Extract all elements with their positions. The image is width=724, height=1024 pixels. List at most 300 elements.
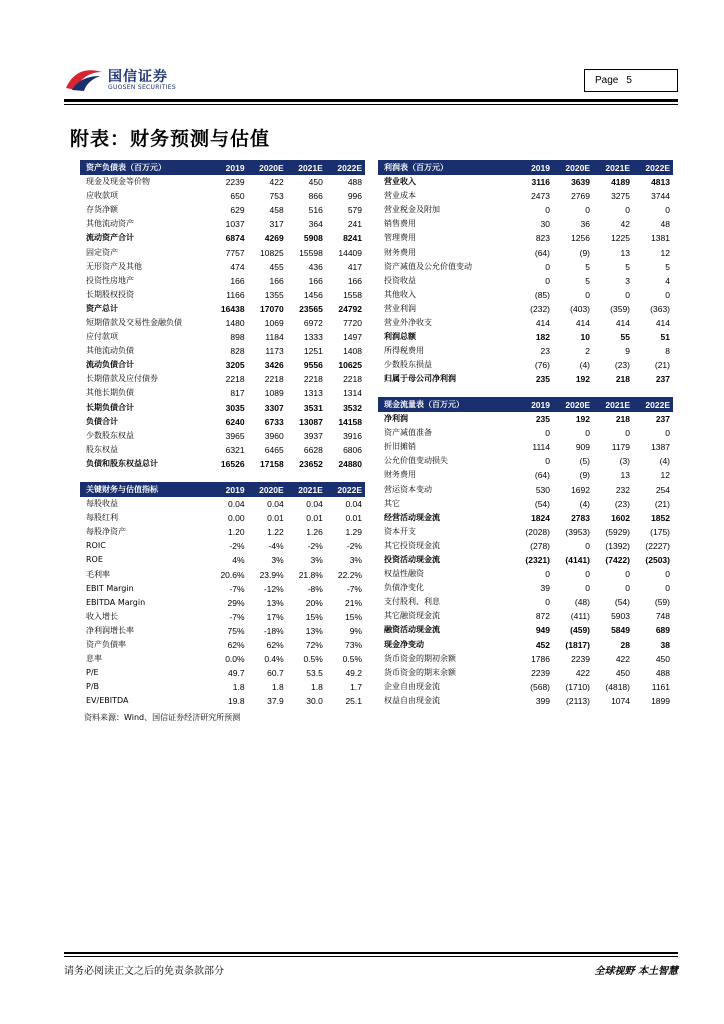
table-row xyxy=(378,511,673,525)
row-label: 营业外净收支 xyxy=(384,317,432,327)
cash-flow-table xyxy=(378,397,673,708)
row-label: 管理费用 xyxy=(384,233,416,243)
row-value: 1333 xyxy=(303,332,323,343)
row-value: (568) xyxy=(530,681,550,692)
row-value: (59) xyxy=(654,597,670,608)
row-label: 其他长期负债 xyxy=(86,388,134,398)
table-row xyxy=(378,694,673,708)
row-value: (3953) xyxy=(565,526,590,537)
row-value: 182 xyxy=(535,332,550,343)
row-value: 1256 xyxy=(571,233,590,244)
row-value: 5849 xyxy=(611,625,630,636)
row-label: 长期借款及应付债券 xyxy=(86,374,158,384)
row-value: 422 xyxy=(575,667,590,678)
row-label: 股东权益 xyxy=(86,444,118,454)
row-label: 营业成本 xyxy=(384,191,416,201)
row-value: 6733 xyxy=(264,416,284,427)
row-value: (2227) xyxy=(645,540,670,551)
row-value: (175) xyxy=(650,526,670,537)
row-value: 898 xyxy=(230,332,245,343)
row-value: 3116 xyxy=(531,177,550,188)
row-label: 资产总计 xyxy=(86,303,118,313)
row-value: (85) xyxy=(534,289,550,300)
row-value: 0 xyxy=(585,583,590,594)
row-value: 23652 xyxy=(299,458,323,469)
table-row xyxy=(378,468,673,482)
row-value: 16438 xyxy=(220,303,245,314)
row-value: 23.9% xyxy=(259,569,284,580)
table-row xyxy=(80,330,365,344)
table-row xyxy=(80,344,365,358)
row-value: 0 xyxy=(545,456,550,467)
row-value: 0.04 xyxy=(306,499,323,510)
row-value: 2769 xyxy=(571,191,590,202)
row-value: 6806 xyxy=(343,444,362,455)
row-value: 1166 xyxy=(226,289,245,300)
table-row xyxy=(80,694,365,708)
row-value: 450 xyxy=(308,177,323,188)
table-row xyxy=(378,316,673,330)
row-value: (403) xyxy=(570,303,590,314)
row-label: 长期股权投资 xyxy=(86,289,134,299)
row-value: 166 xyxy=(308,275,323,286)
year-header: 2021E xyxy=(593,397,633,412)
table-row xyxy=(80,539,365,553)
row-value: 436 xyxy=(308,261,323,272)
table-row xyxy=(80,358,365,372)
row-value: 949 xyxy=(535,625,550,636)
row-label: P/B xyxy=(86,682,100,692)
row-label: 折旧摊销 xyxy=(384,442,416,452)
row-value: -2% xyxy=(307,541,323,552)
row-value: 414 xyxy=(615,317,630,328)
row-value: 6874 xyxy=(225,233,245,244)
page-title: 附表：财务预测与估值 xyxy=(70,128,271,150)
row-value: 1.26 xyxy=(306,527,323,538)
row-value: 14409 xyxy=(338,247,362,258)
row-value: (21) xyxy=(654,360,670,371)
row-value: 629 xyxy=(230,205,245,216)
row-value: 1408 xyxy=(343,346,362,357)
row-value: 3275 xyxy=(611,191,630,202)
row-value: 6972 xyxy=(303,317,323,328)
table-row xyxy=(80,203,365,217)
footer-divider xyxy=(64,952,678,954)
row-value: 450 xyxy=(655,653,670,664)
row-label: 资产负债率 xyxy=(86,639,126,649)
row-value: 1251 xyxy=(303,346,323,357)
row-label: 每股收益 xyxy=(86,499,118,509)
row-value: 192 xyxy=(575,414,590,425)
row-value: (54) xyxy=(534,498,550,509)
row-label: 应收款项 xyxy=(86,191,118,201)
row-value: 48 xyxy=(660,219,670,230)
row-value: 828 xyxy=(230,346,245,357)
row-value: 72% xyxy=(305,639,323,650)
table-row xyxy=(378,426,673,440)
row-value: 6240 xyxy=(225,416,245,427)
table-row xyxy=(80,175,365,189)
row-value: 1.8 xyxy=(232,682,245,693)
table-row xyxy=(378,231,673,245)
row-value: 0 xyxy=(625,569,630,580)
table-row xyxy=(378,344,673,358)
row-value: 4 xyxy=(665,275,670,286)
row-value: 0 xyxy=(585,428,590,439)
row-value: 4% xyxy=(232,555,245,566)
row-value: 14158 xyxy=(338,416,362,427)
row-value: 6321 xyxy=(225,444,245,455)
row-value: 0 xyxy=(585,540,590,551)
footer-disclaimer: 请务必阅读正文之后的免责条款部分 xyxy=(64,966,224,977)
row-value: 0.01 xyxy=(306,513,323,524)
row-label: 负债合计 xyxy=(86,416,118,426)
row-value: 1602 xyxy=(611,512,630,523)
row-value: 29% xyxy=(227,597,245,608)
row-value: 13 xyxy=(620,247,630,258)
row-value: 237 xyxy=(655,374,670,385)
row-value: 450 xyxy=(615,667,630,678)
row-label: 存货净额 xyxy=(86,205,118,215)
row-label: 其它 xyxy=(384,498,400,508)
row-value: 5903 xyxy=(611,611,630,622)
row-value: 3 xyxy=(625,275,630,286)
table-row xyxy=(378,302,673,316)
row-value: 417 xyxy=(347,261,362,272)
row-value: 0.00 xyxy=(228,513,245,524)
row-value: (2321) xyxy=(525,554,550,565)
row-value: 1.7 xyxy=(350,682,362,693)
row-value: 4189 xyxy=(611,177,630,188)
row-label: 长期负债合计 xyxy=(86,402,134,412)
row-value: (64) xyxy=(534,247,550,258)
row-value: 20% xyxy=(305,597,323,608)
row-value: 13 xyxy=(620,470,630,481)
row-value: 516 xyxy=(308,205,323,216)
row-value: 872 xyxy=(535,611,550,622)
table-row xyxy=(80,245,365,259)
row-label: 现金及现金等价物 xyxy=(86,177,150,187)
row-label: 其它融资现金流 xyxy=(384,611,440,621)
row-label: 融资活动现金流 xyxy=(384,625,440,635)
row-value: 1313 xyxy=(303,388,323,399)
row-value: (1710) xyxy=(565,681,590,692)
row-value: 3307 xyxy=(264,402,284,413)
row-label: 毛利率 xyxy=(86,569,110,579)
row-value: 8 xyxy=(665,346,670,357)
row-value: 452 xyxy=(535,639,550,650)
row-value: 364 xyxy=(308,219,323,230)
row-value: 13% xyxy=(305,625,323,636)
row-label: 负债和股东权益总计 xyxy=(86,458,158,468)
row-label: 投资性房地产 xyxy=(86,275,134,285)
row-value: 399 xyxy=(535,695,550,706)
row-value: 235 xyxy=(535,414,550,425)
row-value: 8241 xyxy=(343,233,362,244)
row-label: 流动负债合计 xyxy=(86,360,134,370)
row-value: 241 xyxy=(347,219,362,230)
row-value: 2239 xyxy=(225,177,245,188)
row-value: 232 xyxy=(615,484,630,495)
year-header: 2020E xyxy=(553,160,593,175)
row-label: 现金净变动 xyxy=(384,639,424,649)
row-value: (5) xyxy=(579,456,590,467)
row-value: 5 xyxy=(625,261,630,272)
table-row xyxy=(378,553,673,567)
row-value: 748 xyxy=(655,611,670,622)
year-header: 2022E xyxy=(633,397,673,412)
row-label: 财务费用 xyxy=(384,470,416,480)
row-value: 996 xyxy=(347,191,362,202)
row-value: 0 xyxy=(665,205,670,216)
table-row xyxy=(80,525,365,539)
row-value: 1692 xyxy=(571,484,590,495)
row-value: 192 xyxy=(575,374,590,385)
year-header: 2019 xyxy=(208,482,247,497)
row-label: 应付款项 xyxy=(86,332,118,342)
table-row xyxy=(378,497,673,511)
row-value: 2218 xyxy=(264,374,284,385)
row-value: 1114 xyxy=(532,442,550,453)
row-value: 19.8 xyxy=(228,696,245,707)
company-logo xyxy=(64,64,204,94)
row-value: 5908 xyxy=(303,233,323,244)
row-value: 0.04 xyxy=(267,499,284,510)
row-value: (54) xyxy=(614,597,630,608)
row-value: 0 xyxy=(545,275,550,286)
balance-sheet-table xyxy=(80,160,365,471)
table-title: 关键财务与估值指标 xyxy=(80,482,208,497)
row-label: EBIT Margin xyxy=(86,583,134,593)
table-row xyxy=(378,372,673,386)
row-value: 24880 xyxy=(338,458,362,469)
table-row xyxy=(80,638,365,652)
row-value: 414 xyxy=(655,317,670,328)
row-value: 0 xyxy=(625,205,630,216)
row-value: -7% xyxy=(229,611,245,622)
row-value: 166 xyxy=(230,275,245,286)
row-value: 0 xyxy=(545,569,550,580)
row-value: 235 xyxy=(535,374,550,385)
row-value: 4269 xyxy=(264,233,284,244)
row-value: 2218 xyxy=(303,374,323,385)
row-label: 财务费用 xyxy=(384,247,416,257)
row-value: 21% xyxy=(344,597,362,608)
row-value: 1824 xyxy=(531,512,550,523)
row-value: 3% xyxy=(271,555,284,566)
row-value: 1852 xyxy=(651,512,670,523)
table-row xyxy=(378,217,673,231)
row-value: 10625 xyxy=(338,360,362,371)
row-value: 0 xyxy=(625,428,630,439)
table-row xyxy=(80,666,365,680)
row-value: (7422) xyxy=(605,554,630,565)
row-value: 166 xyxy=(269,275,284,286)
row-value: 3960 xyxy=(264,430,284,441)
row-label: 支付股利、利息 xyxy=(384,597,440,607)
row-value: 6628 xyxy=(303,444,323,455)
year-header: 2019 xyxy=(513,160,553,175)
row-value: 1179 xyxy=(611,442,630,453)
table-row xyxy=(80,567,365,581)
table-row xyxy=(378,567,673,581)
table-row xyxy=(378,203,673,217)
row-value: 0.5% xyxy=(342,654,362,665)
row-label: 货币资金的期末余额 xyxy=(384,667,456,677)
table-row xyxy=(378,581,673,595)
row-value: 2239 xyxy=(571,653,590,664)
year-header: 2021E xyxy=(287,160,326,175)
year-header: 2022E xyxy=(326,482,365,497)
row-value: 218 xyxy=(615,374,630,385)
row-label: 流动资产合计 xyxy=(86,233,134,243)
row-value: 2783 xyxy=(571,512,590,523)
row-value: (359) xyxy=(610,303,630,314)
row-value: 17158 xyxy=(260,458,284,469)
row-value: 3965 xyxy=(225,430,245,441)
row-value: -4% xyxy=(268,541,284,552)
row-value: 1786 xyxy=(531,653,550,664)
row-value: 13087 xyxy=(299,416,323,427)
row-value: 49.7 xyxy=(228,668,245,679)
row-value: 0 xyxy=(545,597,550,608)
table-row xyxy=(378,609,673,623)
row-value: 530 xyxy=(535,484,550,495)
row-value: 4813 xyxy=(651,177,670,188)
table-row xyxy=(80,260,365,274)
row-label: 净利润 xyxy=(384,414,408,424)
row-value: 2239 xyxy=(531,667,550,678)
row-value: 3532 xyxy=(343,402,362,413)
table-row xyxy=(80,443,365,457)
table-header-row xyxy=(378,397,673,412)
table-row xyxy=(378,260,673,274)
row-value: 1.22 xyxy=(267,527,284,538)
row-label: 少数股东权益 xyxy=(86,430,134,440)
row-value: 17070 xyxy=(260,303,284,314)
footer-slogan: 全球视野 本土智慧 xyxy=(594,966,678,977)
table-row xyxy=(378,288,673,302)
row-value: 1480 xyxy=(225,317,245,328)
row-value: (9) xyxy=(579,247,590,258)
row-value: 9% xyxy=(349,625,362,636)
year-header: 2019 xyxy=(208,160,247,175)
table-row xyxy=(378,440,673,454)
row-value: 60.7 xyxy=(267,668,284,679)
row-value: 3205 xyxy=(225,360,245,371)
year-header: 2020E xyxy=(248,160,287,175)
row-value: 62% xyxy=(266,639,284,650)
table-row xyxy=(80,316,365,330)
table-row xyxy=(378,412,673,426)
row-value: (48) xyxy=(574,597,590,608)
row-value: 817 xyxy=(230,388,245,399)
row-value: 0 xyxy=(665,583,670,594)
row-value: 36 xyxy=(580,219,590,230)
row-value: 9556 xyxy=(303,360,323,371)
row-label: 企业自由现金流 xyxy=(384,681,440,691)
row-label: 归属于母公司净利润 xyxy=(384,374,456,384)
row-value: (278) xyxy=(530,540,550,551)
logo-chinese-name: 国信证券 xyxy=(108,69,168,85)
row-value: (4) xyxy=(659,456,670,467)
row-value: 1037 xyxy=(225,219,245,230)
table-row xyxy=(378,525,673,539)
row-value: 488 xyxy=(655,667,670,678)
row-value: 51 xyxy=(660,332,670,343)
row-label: 每股净资产 xyxy=(86,527,126,537)
row-label: 收入增长 xyxy=(86,611,118,621)
row-value: 2218 xyxy=(225,374,245,385)
row-label: 营业利润 xyxy=(384,303,416,313)
row-label: 销售费用 xyxy=(384,219,416,229)
row-value: 3639 xyxy=(571,177,590,188)
row-value: (4) xyxy=(579,498,590,509)
row-value: 0 xyxy=(625,289,630,300)
row-value: 414 xyxy=(535,317,550,328)
table-title: 资产负债表（百万元） xyxy=(80,160,208,175)
row-value: -18% xyxy=(263,625,284,636)
row-label: 利润总额 xyxy=(384,332,416,342)
row-value: (5929) xyxy=(605,526,630,537)
row-value: 3035 xyxy=(225,402,245,413)
table-row xyxy=(80,415,365,429)
row-value: 1.8 xyxy=(310,682,323,693)
row-label: 其他流动负债 xyxy=(86,346,134,356)
row-value: 455 xyxy=(269,261,284,272)
row-label: ROIC xyxy=(86,541,106,551)
row-value: 0 xyxy=(545,428,550,439)
table-row xyxy=(378,680,673,694)
year-header: 2019 xyxy=(513,397,553,412)
table-title: 现金流量表（百万元） xyxy=(378,397,513,412)
row-value: 7720 xyxy=(343,317,362,328)
row-value: 16526 xyxy=(220,458,245,469)
row-value: 1497 xyxy=(343,332,362,343)
row-value: 0.04 xyxy=(228,499,245,510)
row-value: (1392) xyxy=(605,540,630,551)
row-value: 1.29 xyxy=(345,527,362,538)
key-indicators-table xyxy=(80,482,365,708)
table-title: 利润表（百万元） xyxy=(378,160,513,175)
table-row xyxy=(80,652,365,666)
row-label: 无形资产及其他 xyxy=(86,261,142,271)
row-value: 17% xyxy=(266,611,284,622)
row-value: 9 xyxy=(625,346,630,357)
table-row xyxy=(378,274,673,288)
row-value: 2473 xyxy=(531,191,550,202)
guosen-logo-icon xyxy=(64,64,104,94)
row-value: 414 xyxy=(575,317,590,328)
row-value: 62% xyxy=(227,639,245,650)
row-value: 1173 xyxy=(265,346,284,357)
table-row xyxy=(80,610,365,624)
row-value: 23565 xyxy=(299,303,323,314)
year-header: 2022E xyxy=(633,160,673,175)
row-value: 0.01 xyxy=(345,513,362,524)
table-row xyxy=(378,189,673,203)
row-label: P/E xyxy=(86,668,99,678)
row-label: 经营活动现金流 xyxy=(384,512,440,522)
data-source-note: 资料来源：Wind、国信证券经济研究所预测 xyxy=(84,713,241,722)
row-value: 3744 xyxy=(651,191,670,202)
row-value: 12 xyxy=(660,470,670,481)
row-value: 12 xyxy=(660,247,670,258)
row-value: 0.04 xyxy=(345,499,362,510)
table-row xyxy=(80,189,365,203)
table-row xyxy=(378,330,673,344)
row-value: -8% xyxy=(307,583,323,594)
